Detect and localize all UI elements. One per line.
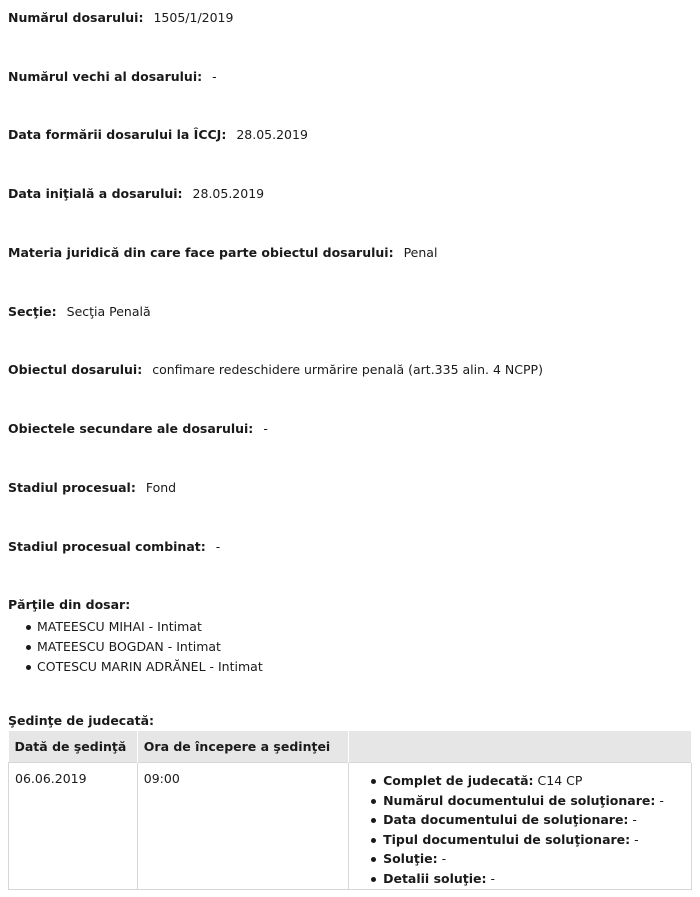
detail-value: - xyxy=(441,851,447,866)
field-label: Numărul dosarului: xyxy=(8,10,144,25)
field-value: Penal xyxy=(403,245,438,260)
field-formation-date xyxy=(8,127,308,142)
list-item xyxy=(369,771,685,791)
field-procedural-stage xyxy=(8,480,176,495)
field-value: Secţia Penală xyxy=(66,304,151,319)
field-value: 1505/1/2019 xyxy=(153,10,234,25)
field-value: 28.05.2019 xyxy=(192,186,265,201)
column-header-time: Ora de începere a şedinţei xyxy=(137,731,348,763)
column-header-details xyxy=(349,731,692,763)
field-case-object xyxy=(8,362,543,377)
field-old-case-number xyxy=(8,69,217,84)
hearing-date: 06.06.2019 xyxy=(9,763,138,890)
list-item xyxy=(369,869,685,889)
field-value: - xyxy=(212,69,217,84)
detail-value: - xyxy=(490,870,496,886)
detail-label: Tipul documentului de soluţionare: xyxy=(383,831,631,847)
hearings-table xyxy=(8,731,692,890)
field-initial-date xyxy=(8,186,264,201)
field-case-number xyxy=(8,10,233,25)
parties-list xyxy=(24,617,263,677)
field-value: confimare redeschidere urmărire penală (art.335 alin. 4 NCPP) xyxy=(152,362,543,377)
table-header-row xyxy=(9,731,692,763)
detail-value: - xyxy=(632,812,637,827)
field-label: Obiectele secundare ale dosarului: xyxy=(8,421,254,436)
list-item xyxy=(369,791,685,811)
field-value: - xyxy=(263,421,268,436)
field-label: Data iniţială a dosarului: xyxy=(8,186,183,201)
field-label: Stadiul procesual combinat: xyxy=(8,539,206,554)
list-item: COTESCU MARIN ADRĂNEL - Intimat xyxy=(24,657,263,677)
list-item xyxy=(369,810,685,830)
table-row xyxy=(9,763,692,890)
list-item: MATEESCU BOGDAN - Intimat xyxy=(24,637,263,657)
field-value: 28.05.2019 xyxy=(236,127,308,142)
field-label: Numărul vechi al dosarului: xyxy=(8,69,203,84)
field-value: - xyxy=(215,539,221,554)
detail-value: - xyxy=(659,792,664,808)
field-combined-stage xyxy=(8,539,220,554)
list-item xyxy=(369,830,685,850)
column-header-date: Dată de şedinţă xyxy=(9,731,138,763)
detail-label: Data documentului de soluţionare: xyxy=(383,812,629,827)
field-label: Stadiul procesual: xyxy=(8,480,136,495)
field-section xyxy=(8,304,151,319)
field-legal-matter xyxy=(8,245,437,260)
field-secondary-objects xyxy=(8,421,268,436)
detail-label: Soluţie: xyxy=(383,851,438,866)
field-label: Secţie: xyxy=(8,304,57,319)
list-item: MATEESCU MIHAI - Intimat xyxy=(24,617,263,637)
detail-label: Complet de judecată: xyxy=(383,773,534,788)
detail-value: C14 CP xyxy=(537,773,583,788)
field-label: Data formării dosarului la ÎCCJ: xyxy=(8,127,227,142)
field-value: Fond xyxy=(145,480,177,495)
field-label: Materia juridică din care face parte obiectul dosarului: xyxy=(8,245,394,260)
field-label: Obiectul dosarului: xyxy=(8,362,143,377)
detail-value: - xyxy=(634,831,639,847)
hearing-details xyxy=(349,763,692,890)
hearing-time: 09:00 xyxy=(137,763,348,890)
detail-label: Detalii soluţie: xyxy=(383,870,487,886)
parties-title: Părţile din dosar: xyxy=(8,597,131,612)
hearings-title: Şedinţe de judecată: xyxy=(8,713,155,728)
detail-label: Numărul documentului de soluţionare: xyxy=(383,792,656,808)
list-item xyxy=(369,849,685,869)
hearing-details-list xyxy=(369,771,685,888)
